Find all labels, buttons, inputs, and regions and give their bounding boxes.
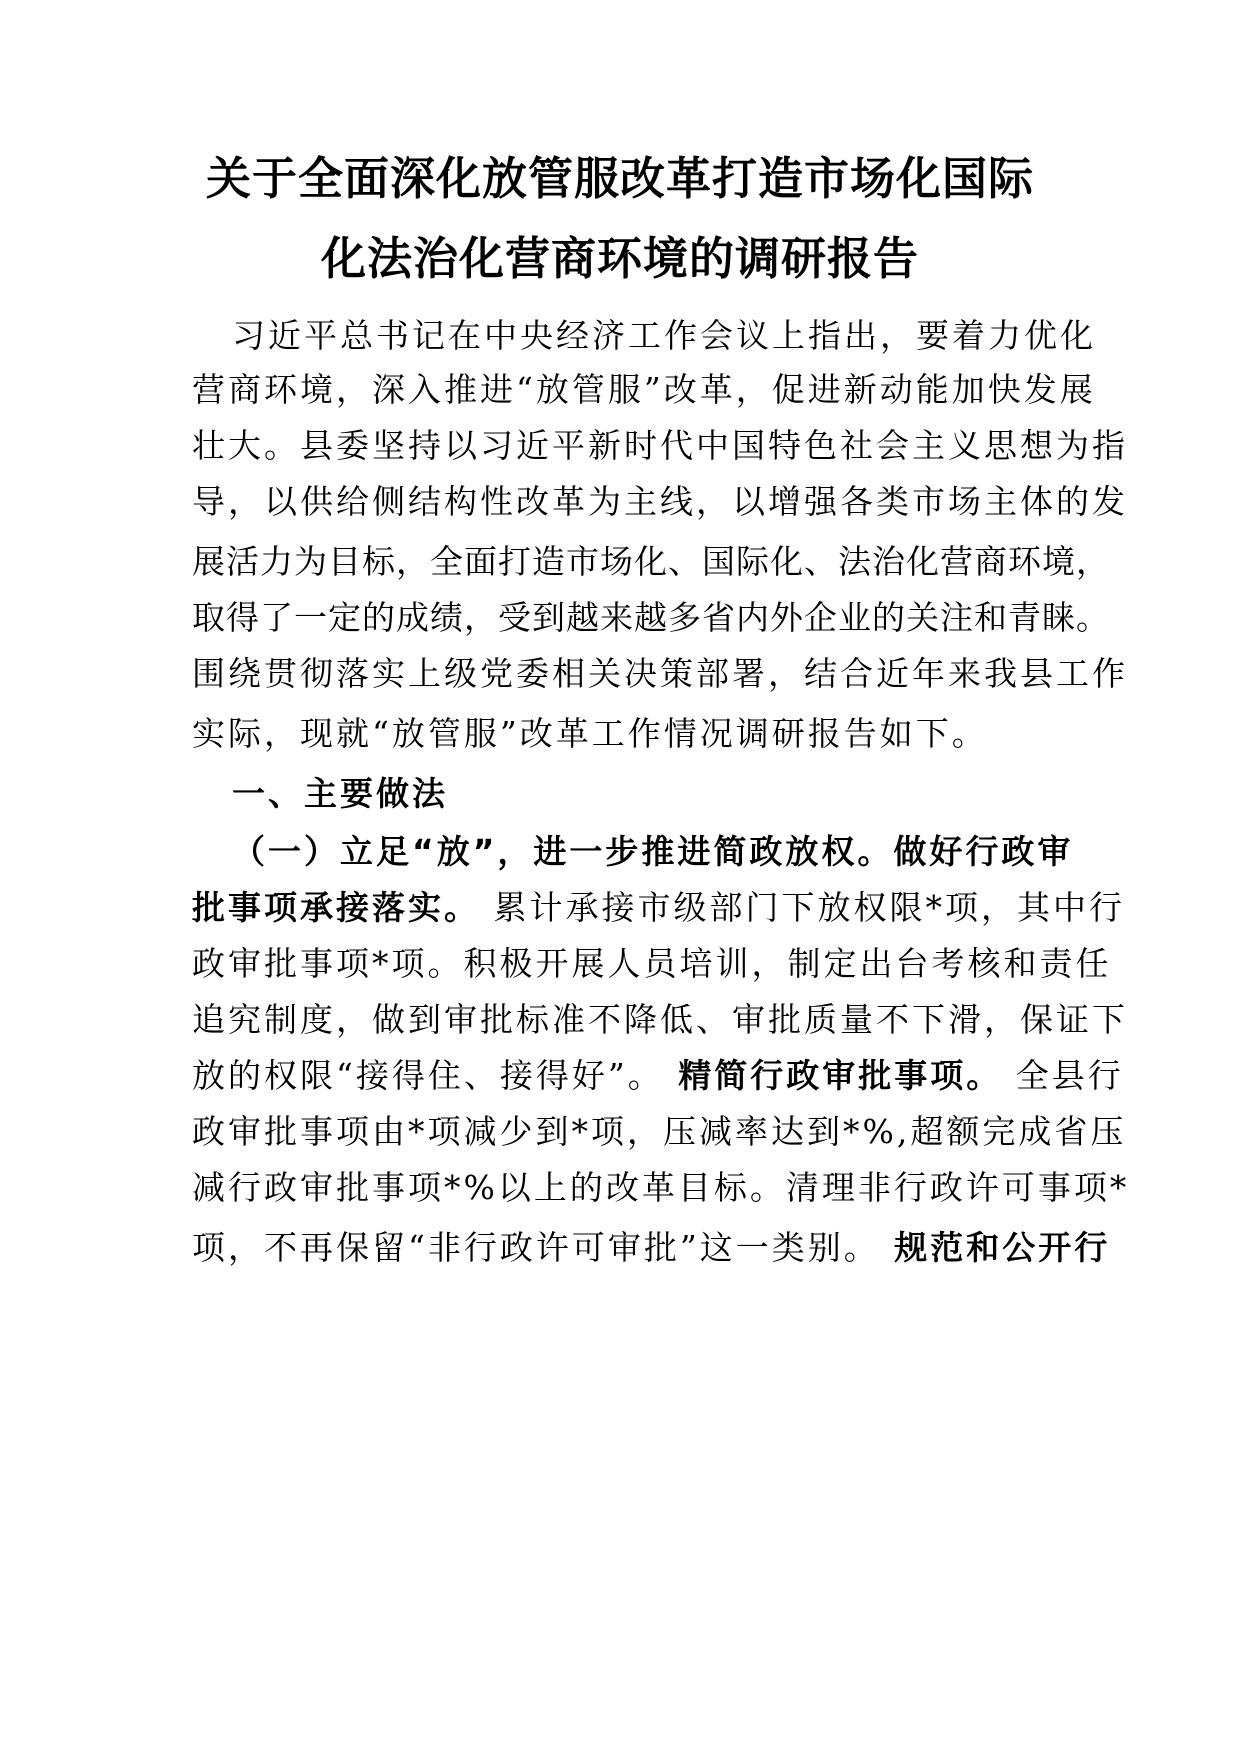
paragraph-line: 减行政审批事项*%以上的改革目标。清理非行政许可事项*: [192, 1168, 1130, 1207]
paragraph-line: 围绕贯彻落实上级党委相关决策部署，结合近年来我县工作: [192, 654, 1128, 693]
paragraph-line: [192, 882, 1125, 929]
inline-bold-text: 批事项承接落实。: [192, 888, 480, 927]
inline-bold-text: 规范和公开行: [879, 1228, 1111, 1267]
paragraph-line: 习近平总书记在中央经济工作会议上指出，要着力优化: [232, 316, 1096, 355]
paragraph-line: 展活力为目标，全面打造市场化、国际化、法治化营商环境，: [192, 542, 1110, 581]
inline-text: 全县行: [1002, 1056, 1124, 1095]
paragraph-line: [192, 1222, 1111, 1269]
inline-text: 放的权限“接得住、接得好”。: [192, 1056, 664, 1095]
inline-bold-text: 精简行政审批事项。: [663, 1056, 1003, 1095]
document-title-line-2: 化法治化营商环境的调研报告: [320, 232, 919, 285]
paragraph-line: 实际，现就“放管服”改革工作情况调研报告如下。: [192, 714, 988, 753]
subsection-heading: （一）立足“放”，进一步推进简政放权。做好行政审: [232, 832, 1074, 871]
paragraph-line: 政审批事项由*项减少到*项，压减率达到*%,超额完成省压: [192, 1112, 1127, 1151]
paragraph-line: 政审批事项*项。积极开展人员培训，制定出台考核和责任: [192, 944, 1112, 983]
paragraph-line: [192, 1050, 1124, 1097]
paragraph-line: 营商环境，深入推进“放管服”改革，促进新动能加快发展: [192, 370, 1096, 409]
inline-text: 累计承接市级部门下放权限*项，其中行: [480, 888, 1125, 927]
paragraph-line: 取得了一定的成绩，受到越来越多省内外企业的关注和青睐。: [192, 598, 1110, 637]
inline-text: 项，不再保留“非行政许可审批”这一类别。: [192, 1228, 880, 1267]
section-heading: 一、主要做法: [232, 774, 448, 813]
paragraph-line: 导，以供给侧结构性改革为主线，以增强各类市场主体的发: [192, 482, 1128, 521]
paragraph-line: 壮大。县委坚持以习近平新时代中国特色社会主义思想为指: [192, 426, 1128, 465]
paragraph-line: 追究制度，做到审批标准不降低、审批质量不下滑，保证下: [192, 1000, 1128, 1039]
document-title-line-1: 关于全面深化放管服改革打造市场化国际: [205, 152, 1034, 205]
